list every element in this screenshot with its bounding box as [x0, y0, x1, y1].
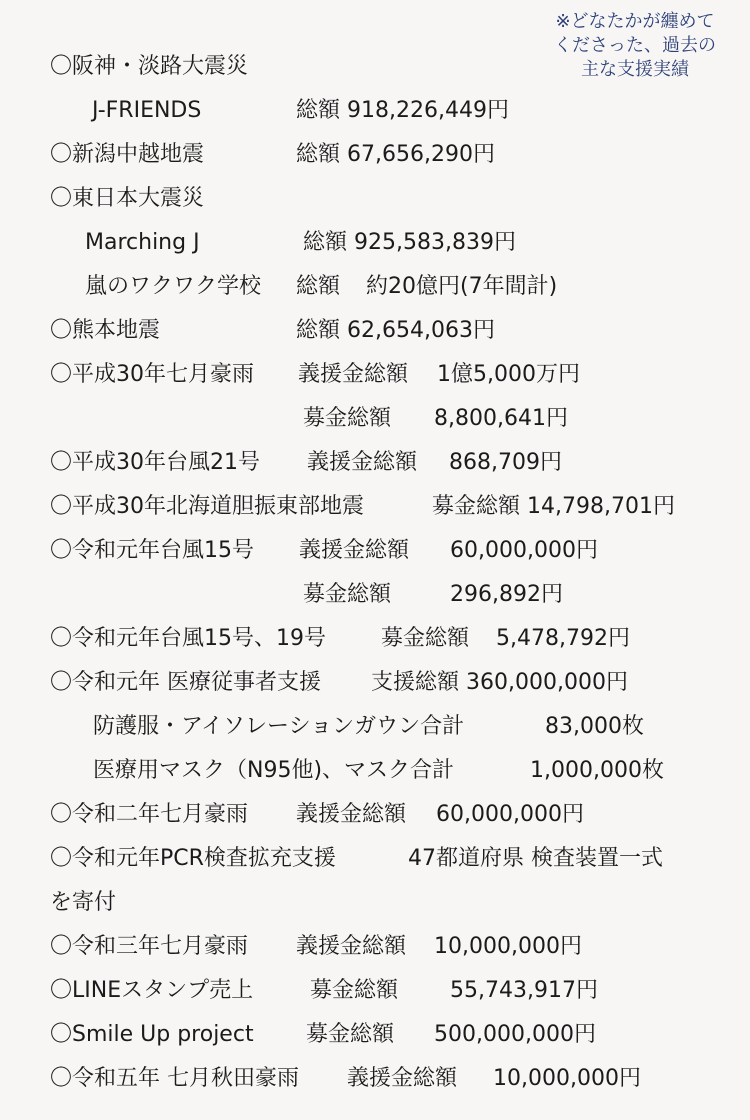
note-line: くださった、過去の: [554, 35, 716, 56]
list-item: [0, 969, 750, 1013]
item-detail: を寄付: [50, 890, 117, 915]
item-amount: 868,709円: [449, 450, 562, 475]
item-amount-label: 募金総額: [306, 1022, 395, 1047]
list-item: [0, 397, 750, 441]
item-amount-label: 募金総額: [381, 626, 470, 651]
item-amount: 10,000,000円: [434, 934, 582, 959]
item-title: 〇LINEスタンプ売上: [50, 978, 254, 1003]
item-amount-label: 総額: [296, 274, 341, 299]
item-amount: 総額 925,583,839円: [303, 230, 516, 255]
item-amount: 55,743,917円: [450, 978, 598, 1003]
item-amount: 総額 918,226,449円: [296, 98, 509, 123]
item-title: 〇令和二年七月豪雨: [50, 802, 249, 827]
list-item: [0, 45, 750, 89]
item-amount: 1億5,000万円: [437, 362, 580, 387]
item-amount-label: 義援金総額: [307, 450, 418, 475]
item-title: 〇平成30年七月豪雨: [50, 362, 254, 387]
item-title: 〇阪神・淡路大震災: [50, 54, 249, 79]
list-item: [0, 881, 750, 925]
item-amount: 10,000,000円: [493, 1066, 641, 1091]
item-amount: 1,000,000枚: [530, 758, 664, 783]
item-amount-label: 義援金総額: [296, 934, 407, 959]
list-item: [0, 661, 750, 705]
list-item: [0, 177, 750, 221]
item-amount-label: 義援金総額: [347, 1066, 458, 1091]
item-amount-label: 義援金総額: [298, 362, 409, 387]
item-subtitle: J-FRIENDS: [92, 98, 202, 123]
list-item: [0, 309, 750, 353]
list-item: [0, 1057, 750, 1101]
item-amount: 総額 67,656,290円: [296, 142, 495, 167]
item-title: 〇令和五年 七月秋田豪雨: [50, 1066, 299, 1091]
item-title: 〇令和元年台風15号、19号: [50, 626, 326, 651]
item-amount-label: 義援金総額: [299, 538, 410, 563]
list-item: [0, 221, 750, 265]
item-title: 〇熊本地震: [50, 318, 161, 343]
item-amount: 60,000,000円: [436, 802, 584, 827]
donation-list: [0, 45, 750, 1101]
item-title: 〇令和三年七月豪雨: [50, 934, 249, 959]
item-amount: 募金総額 14,798,701円: [432, 494, 675, 519]
note-line: ※どなたかが纏めて: [555, 11, 715, 32]
list-item: [0, 441, 750, 485]
item-subtitle: 医療用マスク（N95他)、マスク合計: [93, 758, 455, 783]
list-item: [0, 1013, 750, 1057]
item-title: 〇東日本大震災: [50, 186, 205, 211]
note-line: 主な支援実績: [581, 59, 689, 80]
item-amount: 支援総額 360,000,000円: [371, 670, 628, 695]
item-title: 〇令和元年 医療従事者支援: [50, 670, 321, 695]
item-amount-label: 募金総額: [303, 406, 392, 431]
list-item: [0, 705, 750, 749]
item-title: 〇平成30年北海道胆振東部地震: [50, 494, 364, 519]
list-item: [0, 573, 750, 617]
item-amount-label: 義援金総額: [296, 802, 407, 827]
item-title: 〇Smile Up project: [50, 1022, 254, 1047]
list-item: [0, 485, 750, 529]
list-item: [0, 837, 750, 881]
item-amount: 8,800,641円: [434, 406, 568, 431]
list-item: [0, 89, 750, 133]
list-item: [0, 133, 750, 177]
item-detail: 47都道府県 検査装置一式: [408, 846, 663, 871]
item-amount: 60,000,000円: [450, 538, 598, 563]
item-subtitle: 嵐のワクワク学校: [85, 274, 262, 299]
item-subtitle: 防護服・アイソレーションガウン合計: [93, 714, 465, 739]
list-item: [0, 529, 750, 573]
item-amount: 総額 62,654,063円: [296, 318, 495, 343]
list-item: [0, 265, 750, 309]
item-title: 〇令和元年台風15号: [50, 538, 254, 563]
item-amount: 296,892円: [450, 582, 563, 607]
item-amount: 約20億円(7年間計): [366, 274, 558, 299]
list-item: [0, 617, 750, 661]
list-item: [0, 793, 750, 837]
list-item: [0, 353, 750, 397]
item-amount: 83,000枚: [545, 714, 644, 739]
item-amount-label: 募金総額: [310, 978, 399, 1003]
item-subtitle: Marching J: [85, 230, 200, 255]
item-title: 〇令和元年PCR検査拡充支援: [50, 846, 336, 871]
item-title: 〇新潟中越地震: [50, 142, 205, 167]
item-amount: 500,000,000円: [434, 1022, 596, 1047]
list-item: [0, 925, 750, 969]
item-amount: 5,478,792円: [496, 626, 630, 651]
list-item: [0, 749, 750, 793]
item-amount-label: 募金総額: [303, 582, 392, 607]
item-title: 〇平成30年台風21号: [50, 450, 260, 475]
